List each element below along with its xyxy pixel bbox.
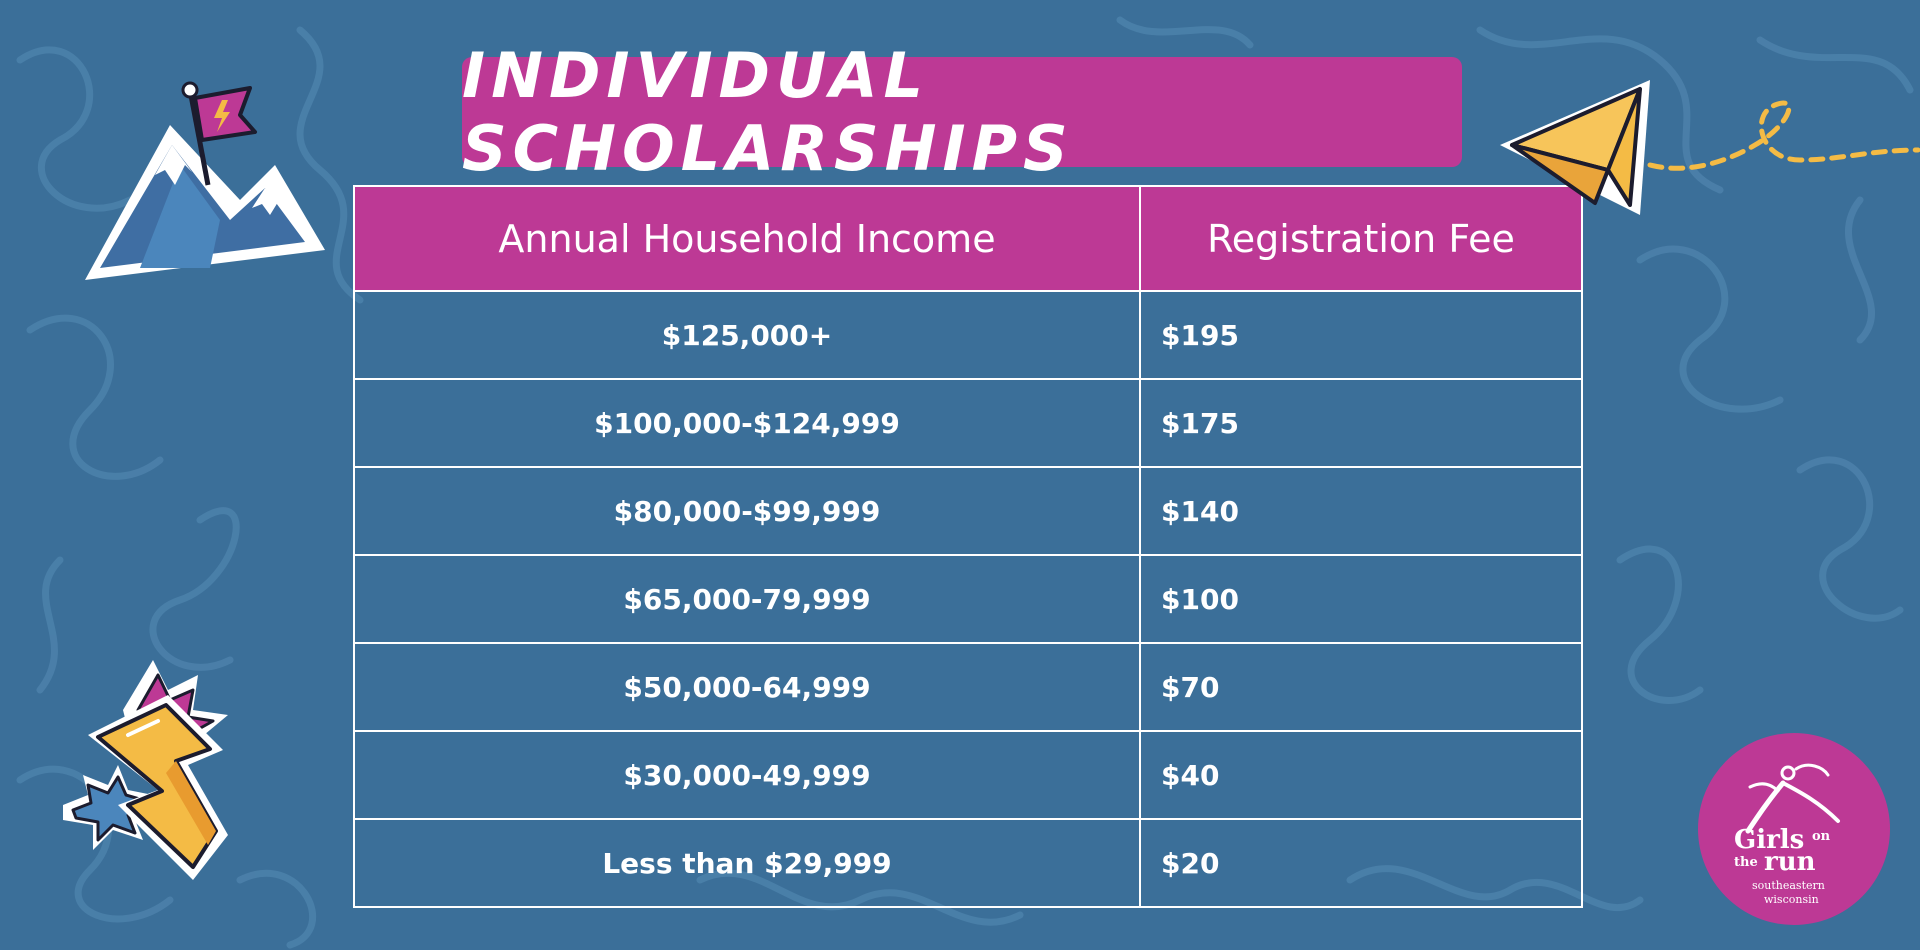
table-row bbox=[354, 467, 1582, 555]
girls-on-the-run-logo bbox=[1698, 733, 1890, 925]
column-header-fee: Registration Fee bbox=[1140, 186, 1582, 291]
table-row bbox=[354, 731, 1582, 819]
table-row bbox=[354, 555, 1582, 643]
table-header-row bbox=[354, 186, 1582, 291]
logo-region-line-1: southeastern bbox=[1752, 879, 1825, 892]
fee-cell: $100 bbox=[1140, 555, 1582, 643]
income-cell: $30,000-49,999 bbox=[354, 731, 1140, 819]
income-cell: $65,000-79,999 bbox=[354, 555, 1140, 643]
fee-cell: $195 bbox=[1140, 291, 1582, 379]
income-cell: Less than $29,999 bbox=[354, 819, 1140, 907]
income-cell: $50,000-64,999 bbox=[354, 643, 1140, 731]
mountain-flag-icon bbox=[80, 70, 330, 300]
fee-cell: $40 bbox=[1140, 731, 1582, 819]
logo-word-run: run bbox=[1764, 847, 1816, 877]
fee-cell: $20 bbox=[1140, 819, 1582, 907]
logo-region-line-2: wisconsin bbox=[1764, 893, 1819, 906]
lightning-bolt-icon bbox=[58, 655, 248, 885]
page-title: INDIVIDUAL SCHOLARSHIPS bbox=[462, 39, 1074, 185]
table-row bbox=[354, 643, 1582, 731]
table-row bbox=[354, 379, 1582, 467]
fee-cell: $140 bbox=[1140, 467, 1582, 555]
paper-plane-icon bbox=[1500, 75, 1920, 225]
logo-word-on: on bbox=[1812, 829, 1831, 844]
fee-cell: $175 bbox=[1140, 379, 1582, 467]
income-cell: $100,000-$124,999 bbox=[354, 379, 1140, 467]
income-cell: $80,000-$99,999 bbox=[354, 467, 1140, 555]
fee-cell: $70 bbox=[1140, 643, 1582, 731]
title-banner bbox=[462, 39, 1462, 185]
income-cell: $125,000+ bbox=[354, 291, 1140, 379]
logo-word-the: the bbox=[1734, 855, 1758, 870]
column-header-income: Annual Household Income bbox=[354, 186, 1140, 291]
scholarship-fee-table bbox=[353, 185, 1583, 908]
table-row bbox=[354, 291, 1582, 379]
table-row bbox=[354, 819, 1582, 907]
logo-word-girls: Girls bbox=[1734, 825, 1805, 855]
